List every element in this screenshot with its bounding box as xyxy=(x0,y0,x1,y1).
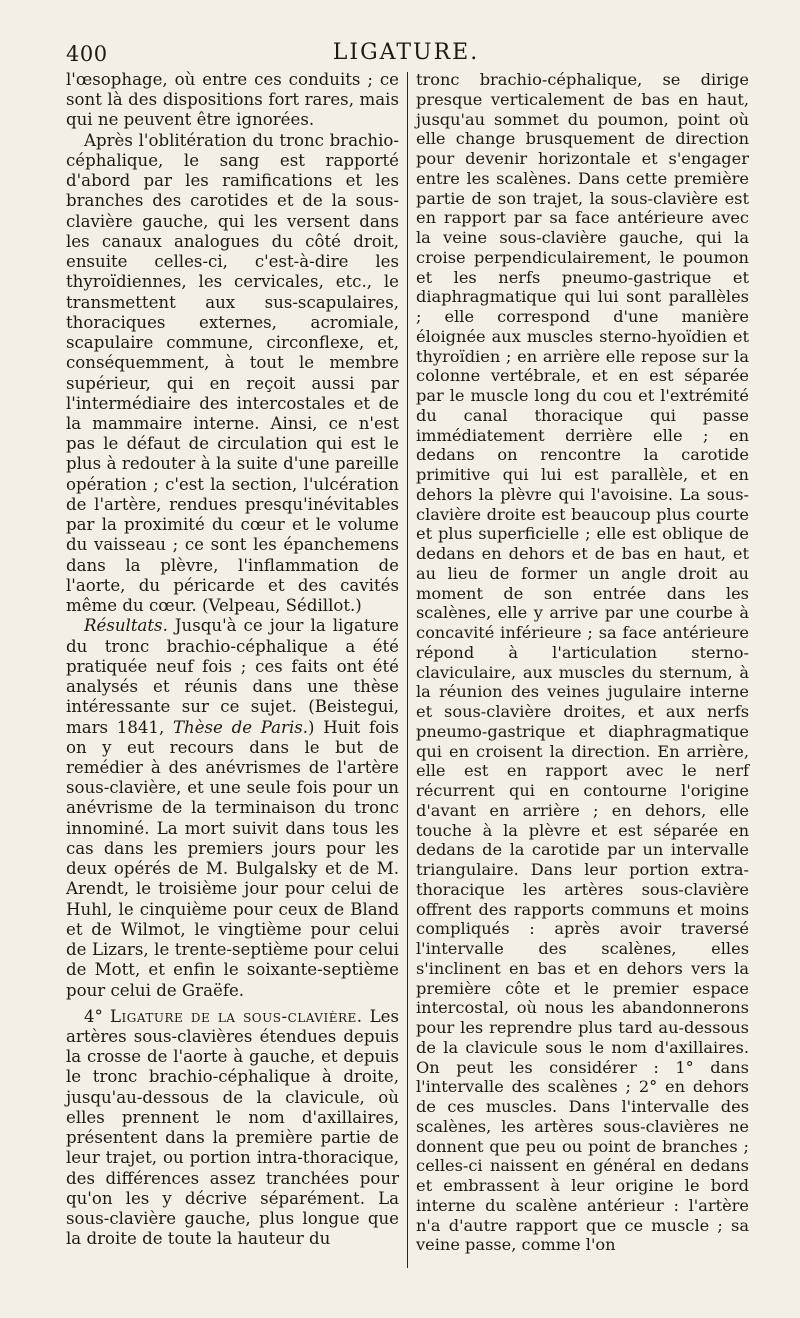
paragraph: l'œsophage, où entre ces conduits ; ce sont là des dispositions fort rares, mais qui ne peuvent être ignorées. xyxy=(66,70,399,130)
paragraph: Après l'oblitération du tronc brachio-céphalique, le sang est rapporté d'abord par les ramifications et les branches des carotides et de la sous-clavière gauche, qui les versent dans les canaux analogues du côté droit, ensuite celles-ci, c'est-à-dire les thyroïdiennes, les cervicales, etc., le transmettent aux sus-scapulaires, thoraciques externes, acromiale, scapulaire commune, circonflexe, et, conséquemment, à tout le membre supérieur, qui en reçoit aussi par l'intermédiaire des intercostales et de la mammaire interne. Ainsi, ce n'est pas le défaut de circulation qui est le plus à redouter à la suite d'une pareille opération ; c'est la section, l'ulcération de l'artère, rendues presqu'inévitables par la proximité du cœur et le volume du vaisseau ; ce sont les épanchemens dans la plèvre, l'inflammation de l'aorte, du péricarde et des cavités même du cœur. (Velpeau, Sédillot.) xyxy=(66,130,399,616)
section-heading: Ligature de la sous-clavière. xyxy=(109,1006,363,1026)
right-column xyxy=(416,70,749,1255)
column-divider xyxy=(407,72,408,1268)
page-header xyxy=(66,38,746,68)
results-text-a: Jusqu'à ce jour la ligature du tronc brachio-céphalique a été pratiquée neuf fois ; ces faits ont été analysés et réunis dans une thèse intéressante sur ce sujet. (Beistegui, mars 1841, xyxy=(66,616,399,737)
page-number: 400 xyxy=(66,42,108,66)
section-text: Les artères sous-clavières étendues depuis la crosse de l'aorte à gauche, et depuis le tronc brachio-céphalique à droite, jusqu'au-dessous de la clavicule, où elles prennent le nom d'axillaires, présentent dans la première partie de leur trajet, ou portion intra-thoracique, des différences assez tranchées pour qu'on les y décrive séparément. La sous-clavière gauche, plus longue que la droite de toute la hauteur du xyxy=(66,1006,399,1249)
left-column xyxy=(66,70,399,1250)
results-lead: Résultats. xyxy=(84,616,168,636)
running-title: LIGATURE. xyxy=(332,40,480,65)
section-subclavian xyxy=(66,1007,399,1250)
thesis-citation: Thèse de Paris. xyxy=(172,717,309,737)
paragraph-results xyxy=(66,616,399,1000)
section-number: 4° xyxy=(84,1006,103,1026)
paragraph: tronc brachio-céphalique, se dirige presque verticalement de bas en haut, jusqu'au sommet du poumon, point où elle change brusquement de direction pour devenir horizontale et s'engager entre les scalènes. Dans cette première partie de son trajet, la sous-clavière est en rapport par sa face antérieure avec la veine sous-clavière gauche, qui la croise perpendiculairement, le poumon et les nerfs pneumo-gastrique et diaphragmatique qui lui sont parallèles ; elle correspond d'une manière éloignée aux muscles sterno-hyoïdien et thyroïdien ; en arrière elle repose sur la colonne vertébrale, et en est séparée par le muscle long du cou et l'extrémité du canal thoracique qui passe immédiatement derrière elle ; en dedans on rencontre la carotide primitive qui lui est parallèle, et en dehors la plèvre qui l'avoisine. La sous-clavière droite est beaucoup plus courte et plus superficielle ; elle est oblique de dedans en dehors et de bas en haut, et au lieu de former un angle droit au moment de son entrée dans les scalènes, elle y arrive par une courbe à concavité inférieure ; sa face antérieure répond à l'articulation sterno-claviculaire, aux muscles du sternum, à la réunion des veines jugulaire interne et sous-clavière droites, et aux nerfs pneumo-gastrique et diaphragmatique qui en croisent la direction. En arrière, elle est en rapport avec le nerf récurrent qui en contourne l'origine d'avant en arrière ; en dehors, elle touche à la plèvre et est séparée en dedans de la carotide par un intervalle triangulaire. Dans leur portion extra-thoracique les artères sous-clavière offrent des rapports communs et moins compliqués : après avoir traversé l'intervalle des scalènes, elles s'inclinent en bas et en dehors vers la première côte et le premier espace intercostal, où nous les abandonnerons pour les reprendre plus tard au-dessous de la clavicule sous le nom d'axillaires. On peut les considérer : 1° dans l'intervalle des scalènes ; 2° en dehors de ces muscles. Dans l'intervalle des scalènes, les artères sous-clavières ne donnent que peu ou point de branches ; celles-ci naissent en général en dedans et embrassent à leur origine le bord interne du scalène antérieur : l'artère n'a d'autre rapport que ce muscle ; sa veine passe, comme l'on xyxy=(416,70,749,1255)
results-text-b: ) Huit fois on y eut recours dans le but de remédier à des anévrismes de l'artère sous-clavière, et une seule fois pour un anévrisme de la terminaison du tronc innominé. La mort suivit dans tous les cas dans les premiers jours pour les deux opérés de M. Bulgalsky et de M. Arendt, le troisième jour pour celui de Huhl, le cinquième pour ceux de Bland et de Wilmot, le vingtième pour celui de Lizars, le trente-septième pour celui de Mott, et enfin le soixante-septième pour celui de Graëfe. xyxy=(66,717,399,1000)
